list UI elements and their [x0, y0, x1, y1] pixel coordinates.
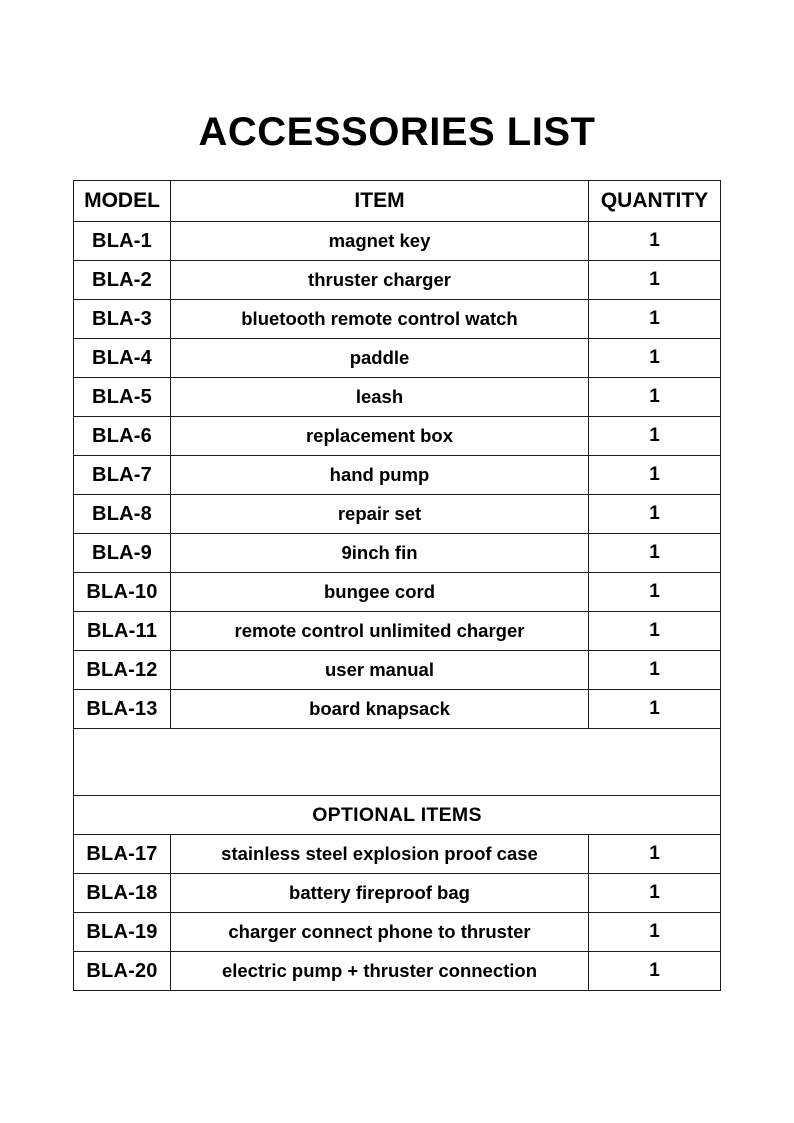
- cell-quantity: 1: [589, 417, 721, 456]
- cell-item: bluetooth remote control watch: [171, 300, 589, 339]
- cell-quantity: 1: [589, 456, 721, 495]
- cell-model: BLA-6: [74, 417, 171, 456]
- cell-item: remote control unlimited charger: [171, 612, 589, 651]
- cell-item: user manual: [171, 651, 589, 690]
- cell-model: BLA-3: [74, 300, 171, 339]
- cell-item: repair set: [171, 495, 589, 534]
- cell-item: paddle: [171, 339, 589, 378]
- page-title: ACCESSORIES LIST: [198, 110, 596, 154]
- table-row: [74, 456, 721, 495]
- cell-model: BLA-13: [74, 690, 171, 729]
- accessories-table: [73, 180, 721, 991]
- column-header-item: ITEM: [171, 181, 589, 222]
- table-row: [74, 417, 721, 456]
- table-row: [74, 495, 721, 534]
- table-row: [74, 835, 721, 874]
- cell-item: charger connect phone to thruster: [171, 913, 589, 952]
- cell-quantity: 1: [589, 378, 721, 417]
- cell-quantity: 1: [589, 573, 721, 612]
- section-header-row: [74, 796, 721, 835]
- cell-model: BLA-20: [74, 952, 171, 991]
- table-row: [74, 222, 721, 261]
- cell-item: board knapsack: [171, 690, 589, 729]
- cell-model: BLA-8: [74, 495, 171, 534]
- cell-quantity: 1: [589, 651, 721, 690]
- cell-model: BLA-19: [74, 913, 171, 952]
- table-body: [74, 222, 721, 991]
- cell-item: replacement box: [171, 417, 589, 456]
- cell-item: thruster charger: [171, 261, 589, 300]
- spacer-cell: [74, 729, 721, 796]
- table-row: [74, 952, 721, 991]
- table-row: [74, 612, 721, 651]
- cell-quantity: 1: [589, 913, 721, 952]
- cell-item: stainless steel explosion proof case: [171, 835, 589, 874]
- cell-quantity: 1: [589, 612, 721, 651]
- cell-quantity: 1: [589, 339, 721, 378]
- cell-model: BLA-11: [74, 612, 171, 651]
- cell-model: BLA-9: [74, 534, 171, 573]
- cell-item: leash: [171, 378, 589, 417]
- cell-quantity: 1: [589, 835, 721, 874]
- cell-model: BLA-18: [74, 874, 171, 913]
- table-spacer-row: [74, 729, 721, 796]
- cell-model: BLA-7: [74, 456, 171, 495]
- table-row: [74, 874, 721, 913]
- cell-model: BLA-1: [74, 222, 171, 261]
- column-header-model: MODEL: [74, 181, 171, 222]
- table-row: [74, 651, 721, 690]
- cell-model: BLA-4: [74, 339, 171, 378]
- cell-quantity: 1: [589, 261, 721, 300]
- table-row: [74, 573, 721, 612]
- table-header-row: [74, 181, 721, 222]
- cell-quantity: 1: [589, 874, 721, 913]
- table-row: [74, 261, 721, 300]
- cell-model: BLA-5: [74, 378, 171, 417]
- cell-item: hand pump: [171, 456, 589, 495]
- table-row: [74, 300, 721, 339]
- cell-quantity: 1: [589, 690, 721, 729]
- table-row: [74, 339, 721, 378]
- cell-item: battery fireproof bag: [171, 874, 589, 913]
- section-header-optional-items: OPTIONAL ITEMS: [74, 796, 721, 835]
- cell-quantity: 1: [589, 534, 721, 573]
- cell-item: magnet key: [171, 222, 589, 261]
- cell-quantity: 1: [589, 300, 721, 339]
- table-row: [74, 378, 721, 417]
- cell-quantity: 1: [589, 495, 721, 534]
- cell-quantity: 1: [589, 952, 721, 991]
- cell-model: BLA-17: [74, 835, 171, 874]
- cell-model: BLA-12: [74, 651, 171, 690]
- column-header-quantity: QUANTITY: [589, 181, 721, 222]
- cell-item: 9inch fin: [171, 534, 589, 573]
- cell-model: BLA-10: [74, 573, 171, 612]
- cell-item: bungee cord: [171, 573, 589, 612]
- table-row: [74, 534, 721, 573]
- cell-model: BLA-2: [74, 261, 171, 300]
- cell-item: electric pump + thruster connection: [171, 952, 589, 991]
- cell-quantity: 1: [589, 222, 721, 261]
- table-row: [74, 913, 721, 952]
- table-row: [74, 690, 721, 729]
